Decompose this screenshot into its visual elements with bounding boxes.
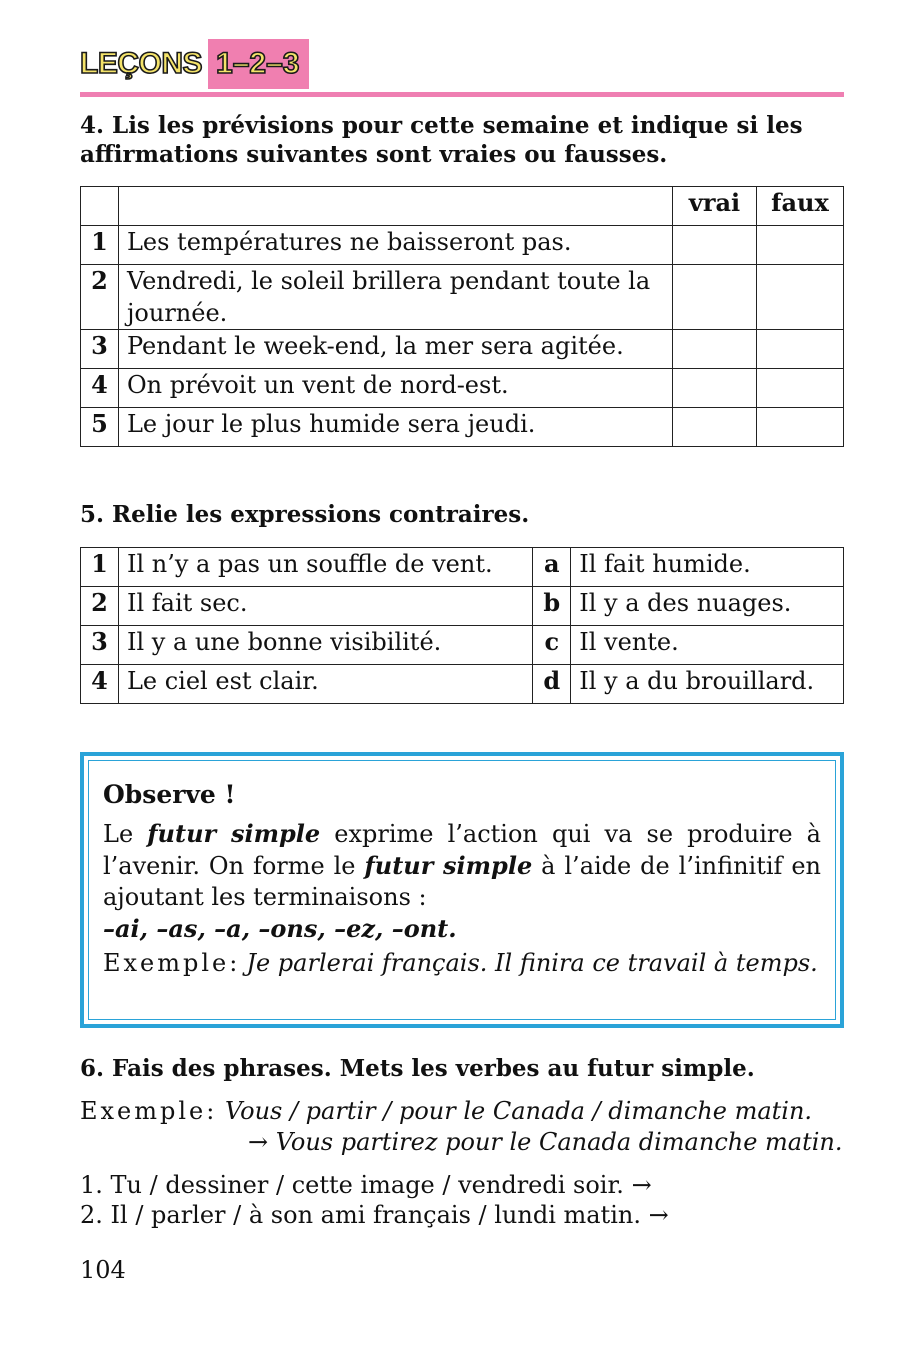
table-header-row bbox=[81, 187, 844, 226]
vrai-answer-cell[interactable] bbox=[673, 226, 757, 265]
faux-answer-cell[interactable] bbox=[757, 369, 844, 408]
exercise-6-title: 6. Fais des phrases. Mets les verbes au futur simple. bbox=[80, 1055, 755, 1082]
row-number: 5 bbox=[81, 408, 119, 447]
note-text-part: exprime l’action qui va se produire à l’avenir. On forme le bbox=[103, 820, 821, 880]
right-expression: Il y a du brouillard. bbox=[571, 665, 844, 704]
header-divider bbox=[80, 92, 844, 97]
faux-answer-cell[interactable] bbox=[757, 265, 844, 330]
header-vrai: vrai bbox=[673, 187, 757, 226]
faux-answer-cell[interactable] bbox=[757, 330, 844, 369]
grammar-example bbox=[103, 948, 821, 979]
note-term: futur simple bbox=[364, 851, 533, 880]
right-expression: Il fait humide. bbox=[571, 548, 844, 587]
table-row bbox=[81, 548, 844, 587]
note-text-part: Le bbox=[103, 820, 134, 848]
row-number: 2 bbox=[81, 265, 119, 330]
header-faux: faux bbox=[757, 187, 844, 226]
list-item: 2. Il / parler / à son ami français / lundi matin. → bbox=[80, 1201, 669, 1229]
statement-text: Pendant le week-end, la mer sera agitée. bbox=[118, 330, 672, 369]
row-letter: c bbox=[533, 626, 571, 665]
statement-text: Les températures ne baisseront pas. bbox=[118, 226, 672, 265]
exercise-6-example bbox=[80, 1096, 843, 1158]
faux-answer-cell[interactable] bbox=[757, 408, 844, 447]
header-num-cell bbox=[81, 187, 119, 226]
left-expression: Il y a une bonne visibilité. bbox=[118, 626, 532, 665]
note-term: futur simple bbox=[147, 819, 321, 848]
true-false-table bbox=[80, 186, 844, 447]
table-row bbox=[81, 265, 844, 330]
header-statement-cell bbox=[118, 187, 672, 226]
lesson-header bbox=[80, 38, 309, 90]
table-row bbox=[81, 626, 844, 665]
vrai-answer-cell[interactable] bbox=[673, 369, 757, 408]
table-row bbox=[81, 226, 844, 265]
row-number: 1 bbox=[81, 226, 119, 265]
statement-text: Vendredi, le soleil brillera pendant toute la journée. bbox=[118, 265, 672, 330]
row-number: 4 bbox=[81, 369, 119, 408]
row-letter: b bbox=[533, 587, 571, 626]
left-expression: Il n’y a pas un souffle de vent. bbox=[118, 548, 532, 587]
example-prompt: Vous / partir / pour le Canada / dimanche matin. bbox=[224, 1097, 813, 1125]
row-letter: a bbox=[533, 548, 571, 587]
grammar-note-box bbox=[80, 752, 844, 1028]
grammar-note-text bbox=[103, 818, 821, 913]
left-expression: Le ciel est clair. bbox=[118, 665, 532, 704]
table-row bbox=[81, 408, 844, 447]
exercise-4-title-line1: 4. Lis les prévisions pour cette semaine et indique si les bbox=[80, 112, 803, 139]
row-number: 2 bbox=[81, 587, 119, 626]
faux-answer-cell[interactable] bbox=[757, 226, 844, 265]
row-letter: d bbox=[533, 665, 571, 704]
row-number: 3 bbox=[81, 330, 119, 369]
right-expression: Il y a des nuages. bbox=[571, 587, 844, 626]
example-label: Exemple: bbox=[80, 1097, 218, 1125]
row-number: 1 bbox=[81, 548, 119, 587]
grammar-note-inner bbox=[88, 760, 836, 1020]
lessons-numbers: 1–2–3 bbox=[208, 39, 309, 89]
example-answer: → Vous partirez pour le Canada dimanche matin. bbox=[248, 1128, 843, 1156]
verb-endings: –ai, –as, –a, –ons, –ez, –ont. bbox=[103, 914, 457, 943]
table-row bbox=[81, 330, 844, 369]
note-text-part: à l’aide de l’infinitif en ajoutant les terminaisons : bbox=[103, 852, 821, 911]
exercise-4-title-line2: affirmations suivantes sont vraies ou fausses. bbox=[80, 141, 668, 168]
right-expression: Il vente. bbox=[571, 626, 844, 665]
vrai-answer-cell[interactable] bbox=[673, 330, 757, 369]
grammar-note-title: Observe ! bbox=[103, 780, 236, 809]
exercise-6-items bbox=[80, 1170, 669, 1230]
table-row bbox=[81, 665, 844, 704]
exercise-5-title: 5. Relie les expressions contraires. bbox=[80, 501, 530, 528]
statement-text: Le jour le plus humide sera jeudi. bbox=[118, 408, 672, 447]
row-number: 3 bbox=[81, 626, 119, 665]
page-number: 104 bbox=[80, 1256, 126, 1284]
example-label: Exemple: bbox=[103, 949, 241, 977]
vrai-answer-cell[interactable] bbox=[673, 408, 757, 447]
list-item: 1. Tu / dessiner / cette image / vendredi soir. → bbox=[80, 1171, 652, 1199]
example-text: Je parlerai français. Il finira ce travail à temps. bbox=[246, 949, 818, 977]
matching-table bbox=[80, 547, 844, 704]
row-number: 4 bbox=[81, 665, 119, 704]
vrai-answer-cell[interactable] bbox=[673, 265, 757, 330]
table-row bbox=[81, 369, 844, 408]
exercise-4-title bbox=[80, 111, 803, 169]
statement-text: On prévoit un vent de nord-est. bbox=[118, 369, 672, 408]
lessons-label: LEÇONS bbox=[80, 47, 203, 80]
left-expression: Il fait sec. bbox=[118, 587, 532, 626]
table-row bbox=[81, 587, 844, 626]
